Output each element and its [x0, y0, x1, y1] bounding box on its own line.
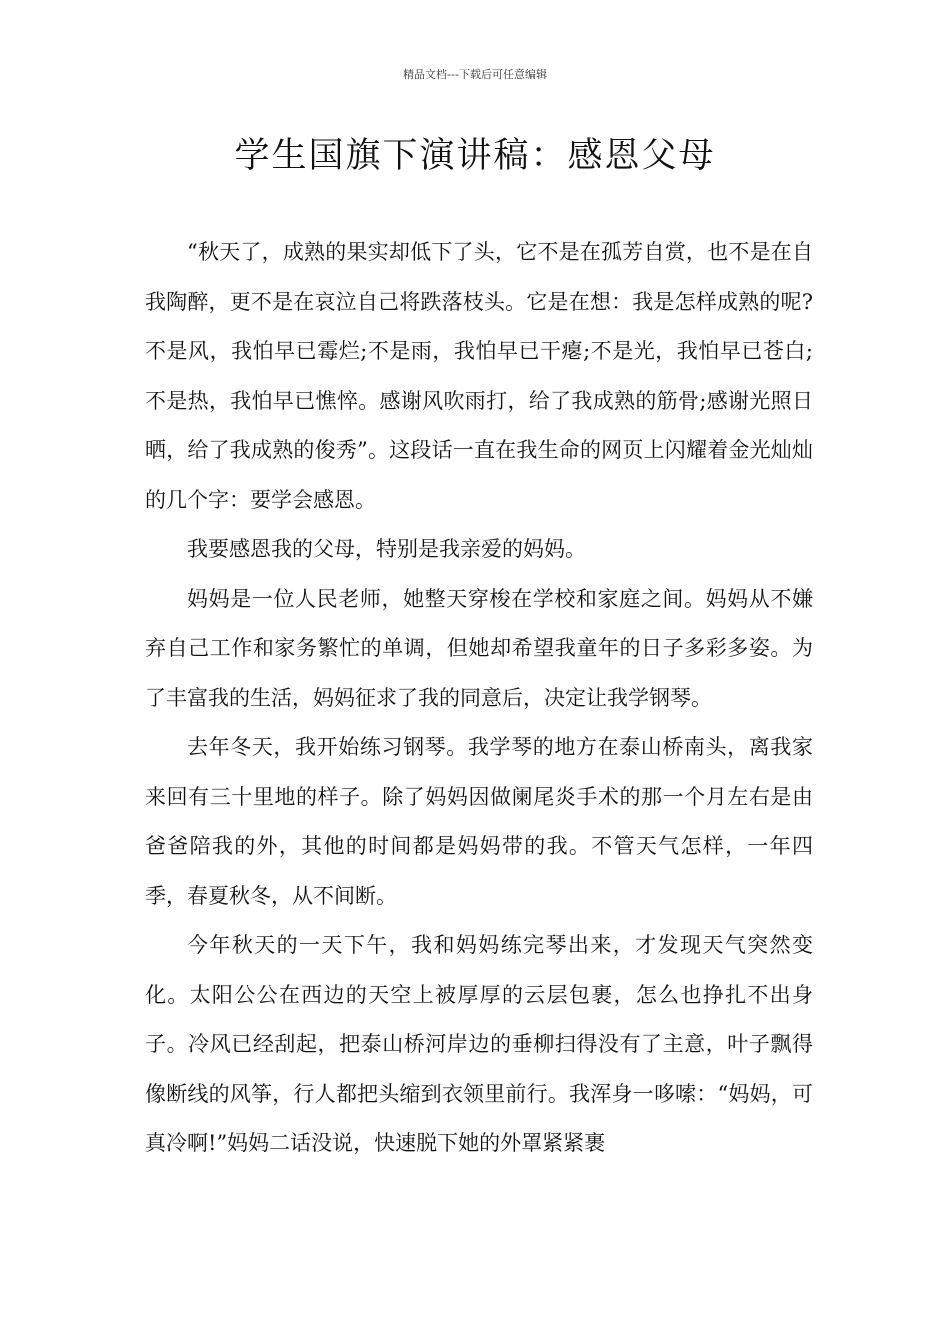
paragraph-5: 今年秋天的一天下午，我和妈妈练完琴出来，才发现天气突然变化。太阳公公在西边的天空上被厚厚的云层包裹，怎么也挣扎不出身子。冷风已经刮起，把泰山桥河岸边的垂柳扫得没有了主意，叶子飘得像断线的风筝，行人都把头缩到衣领里前行。我浑身一哆嗦：“妈妈，可真冷啊!”妈妈二话没说，快速脱下她的外罩紧紧裹	[145, 933, 813, 1155]
paragraph-1: “秋天了，成熟的果实却低下了头，它不是在孤芳自赏，也不是在自我陶醉，更不是在哀泣自己将跌落枝头。它是在想：我是怎样成熟的呢?不是风，我怕早已霉烂;不是雨，我怕早已干瘪;不是光，我怕早已苍白;不是热，我怕早已憔悴。感谢风吹雨打，给了我成熟的筋骨;感谢光照日晒，给了我成熟的俊秀”。这段话一直在我生命的网页上闪耀着金光灿灿的几个字：要学会感恩。	[145, 240, 813, 512]
document-title: 学生国旗下演讲稿：感恩父母	[234, 136, 716, 176]
paragraph-3: 妈妈是一位人民老师，她整天穿梭在学校和家庭之间。妈妈从不嫌弃自己工作和家务繁忙的单调，但她却希望我童年的日子多彩多姿。为了丰富我的生活，妈妈征求了我的同意后，决定让我学钢琴。	[145, 586, 813, 710]
paragraph-2: 我要感恩我的父母，特别是我亲爱的妈妈。	[187, 537, 586, 561]
paragraph-4: 去年冬天，我开始练习钢琴。我学琴的地方在泰山桥南头，离我家来回有三十里地的样子。除了妈妈因做阑尾炎手术的那一个月左右是由爸爸陪我的外，其他的时间都是妈妈带的我。不管天气怎样，一年四季，春夏秋冬，从不间断。	[145, 735, 813, 908]
document-body	[145, 228, 813, 1169]
header-note: 精品文档---下载后可任意编辑	[403, 68, 547, 81]
